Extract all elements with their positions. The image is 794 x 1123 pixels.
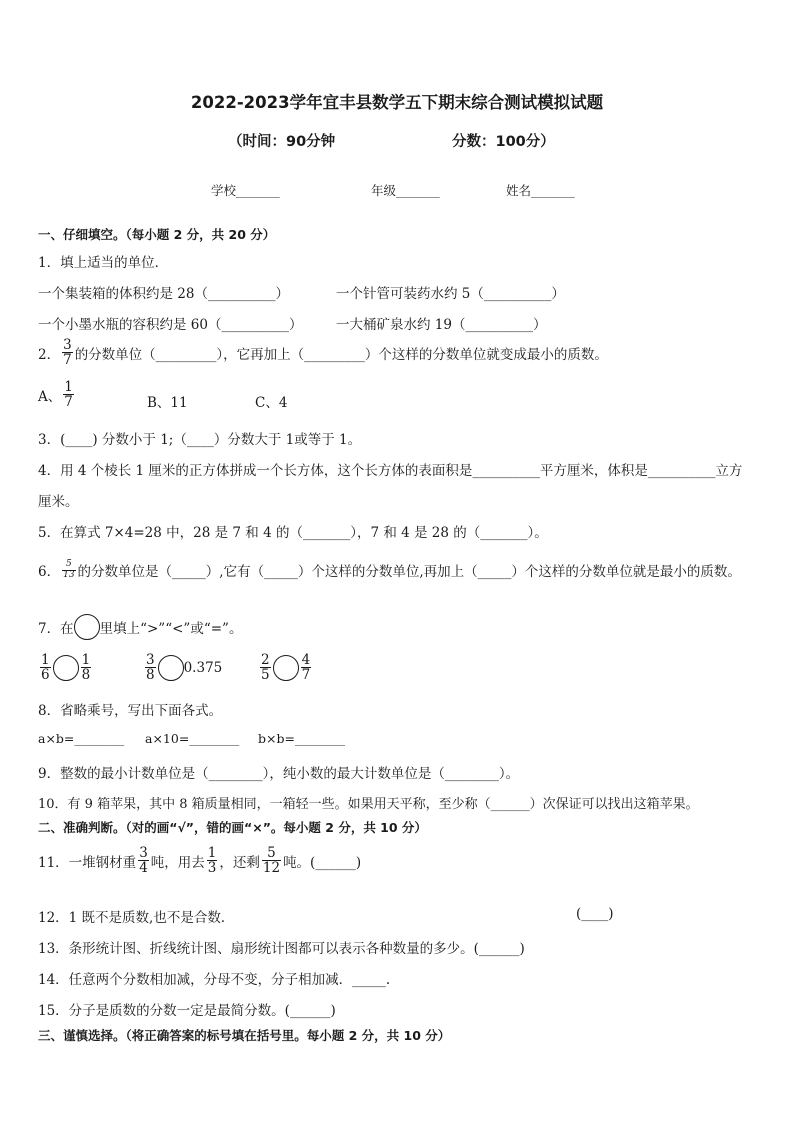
q8-item-b: a×10=________ bbox=[145, 731, 240, 746]
name-field: 姓名_______ bbox=[506, 183, 575, 198]
q8-item-c: b×b=________ bbox=[258, 731, 345, 746]
q5-text: 5．在算式 7×4=28 中，28 是 7 和 4 的（_______），7 和 4 是 28 的（_______）。 bbox=[38, 525, 548, 541]
q7-c1-right bbox=[81, 653, 92, 682]
q7-c3-left-numerator: 2 bbox=[261, 652, 270, 668]
q7-stem bbox=[38, 614, 242, 640]
q11-line bbox=[38, 846, 361, 875]
q11-f1-denominator: 4 bbox=[139, 860, 148, 877]
q2-denominator: 7 bbox=[63, 352, 72, 369]
q1-item-d: 一大桶矿泉水约 19（__________） bbox=[336, 317, 547, 333]
q11-text-1: 吨，用去 bbox=[150, 854, 205, 871]
q7-c3-left-denominator: 5 bbox=[261, 667, 270, 684]
q1-stem: 1．填上适当的单位． bbox=[38, 255, 169, 271]
q7-c2-left bbox=[145, 653, 156, 682]
q7-stem-post: 里填上“>”“<”或“=”。 bbox=[99, 621, 243, 637]
q11-text-2: ，还剩 bbox=[219, 854, 260, 871]
q2-option-a-numerator: 1 bbox=[64, 379, 73, 395]
q9-text: 9．整数的最小计数单位是（________），纯小数的最大计数单位是（________）。 bbox=[38, 766, 520, 782]
q4-line-1: 4．用 4 个棱长 1 厘米的正方体拼成一个长方体，这个长方体的表面积是__________平方厘米，体积是__________立方 bbox=[38, 463, 743, 479]
q11-f2-denominator: 3 bbox=[207, 860, 217, 877]
q2-fraction bbox=[62, 338, 73, 367]
q7-c1-left bbox=[40, 653, 51, 682]
section-3-heading: 三、谨慎选择。（将正确答案的标号填在括号里。每小题 2 分，共 10 分） bbox=[38, 1028, 451, 1043]
q11-fraction-3 bbox=[262, 846, 281, 875]
q2-text: 的分数单位（_________），它再加上（_________）个这样的分数单位就变成最小的质数。 bbox=[74, 346, 608, 363]
q2-option-b: B、11 bbox=[147, 395, 188, 411]
answer-circle-icon bbox=[74, 614, 100, 640]
q11-fraction-1 bbox=[138, 846, 149, 875]
section-1-heading: 一、仔细填空。（每小题 2 分，共 20 分） bbox=[38, 227, 276, 242]
q6-text: 的分数单位是（_____）,它有（_____）个这样的分数单位,再加上（_____）个这样的分数单位就是最小的质数。 bbox=[77, 564, 741, 580]
q6-line bbox=[38, 560, 741, 580]
q15-text: 15．分子是质数的分数一定是最简分数。(______) bbox=[38, 1003, 336, 1019]
q7-c3-right-numerator: 4 bbox=[301, 652, 311, 668]
q10-text: 10．有 9 箱苹果，其中 8 箱质量相同，一箱轻一些。如果用天平称，至少称（______）次保证可以找出这箱苹果。 bbox=[38, 797, 699, 812]
section-2-heading: 二、准确判断。（对的画“√”，错的画“×”。每小题 2 分，共 10 分） bbox=[38, 820, 427, 835]
q2-numerator: 3 bbox=[63, 337, 72, 353]
q1-item-b: 一个针管可装药水约 5（__________） bbox=[336, 286, 565, 302]
q7-stem-pre: 7．在 bbox=[38, 621, 74, 637]
q8-stem: 8．省略乘号，写出下面各式。 bbox=[38, 703, 223, 719]
q7-c1-circle[interactable] bbox=[53, 655, 79, 681]
q7-c3-circle[interactable] bbox=[273, 655, 299, 681]
q13-text: 13．条形统计图、折线统计图、扇形统计图都可以表示各种数量的多少。(______) bbox=[38, 941, 525, 957]
q12-answer-paren: (____) bbox=[576, 906, 614, 922]
q2-option-a bbox=[38, 380, 76, 409]
q6-label: 6． bbox=[38, 564, 61, 580]
q6-numerator: 5 bbox=[62, 560, 75, 570]
q7-c2-right: 0.375 bbox=[183, 659, 223, 676]
q4-line-2: 厘米。 bbox=[38, 494, 79, 510]
q2-option-c: C、4 bbox=[255, 395, 288, 411]
q7-c3-right-denominator: 7 bbox=[301, 667, 311, 684]
q6-fraction bbox=[62, 560, 75, 580]
q11-f1-numerator: 3 bbox=[139, 845, 148, 861]
school-field: 学校_______ bbox=[211, 183, 280, 198]
q7-c3-left bbox=[260, 653, 271, 682]
q7-c3-right bbox=[301, 653, 312, 682]
q2-line bbox=[38, 338, 608, 367]
q14-text: 14．任意两个分数相加减，分母不变，分子相加减．_____. bbox=[38, 972, 391, 988]
exam-time: （时间：90分钟 bbox=[228, 134, 336, 150]
q12-text: 12．1 既不是质数,也不是合数． bbox=[38, 910, 235, 926]
grade-field: 年级_______ bbox=[371, 183, 440, 198]
page-title: 2022-2023学年宜丰县数学五下期末综合测试模拟试题 bbox=[190, 93, 604, 112]
q7-c1-right-numerator: 1 bbox=[81, 652, 91, 668]
exam-score: 分数：100分） bbox=[452, 134, 555, 150]
q11-f3-denominator: 12 bbox=[262, 860, 281, 877]
q7-compare-3 bbox=[258, 653, 313, 682]
q7-c1-left-numerator: 1 bbox=[41, 652, 50, 668]
q7-c2-circle[interactable] bbox=[158, 655, 184, 681]
q2-label: 2． bbox=[38, 346, 61, 363]
q7-c2-left-numerator: 3 bbox=[146, 652, 155, 668]
q1-item-a: 一个集装箱的体积约是 28（__________） bbox=[38, 286, 289, 302]
q7-compare-1 bbox=[38, 653, 93, 682]
q11-fraction-2 bbox=[207, 846, 218, 875]
q2-option-a-denominator: 7 bbox=[64, 394, 73, 411]
q11-f3-numerator: 5 bbox=[262, 846, 281, 861]
q7-c1-left-denominator: 6 bbox=[41, 667, 50, 684]
q1-item-c: 一个小墨水瓶的容积约是 60（__________） bbox=[38, 317, 303, 333]
q11-f2-numerator: 1 bbox=[207, 845, 217, 861]
q2-option-a-fraction bbox=[63, 380, 74, 409]
q7-c1-right-denominator: 8 bbox=[81, 667, 91, 684]
q2-option-a-label: A、 bbox=[38, 388, 62, 405]
q7-c2-left-denominator: 8 bbox=[146, 667, 155, 684]
q7-compare-2 bbox=[143, 653, 222, 682]
q11-label: 11．一堆钢材重 bbox=[38, 854, 137, 871]
q11-text-3: 吨。(______) bbox=[283, 854, 362, 871]
q8-item-a: a×b=________ bbox=[38, 731, 125, 746]
q6-denominator: 13 bbox=[63, 569, 75, 580]
q3-text: 3．(____) 分数小于 1;（____）分数大于 1或等于 1。 bbox=[38, 432, 362, 448]
